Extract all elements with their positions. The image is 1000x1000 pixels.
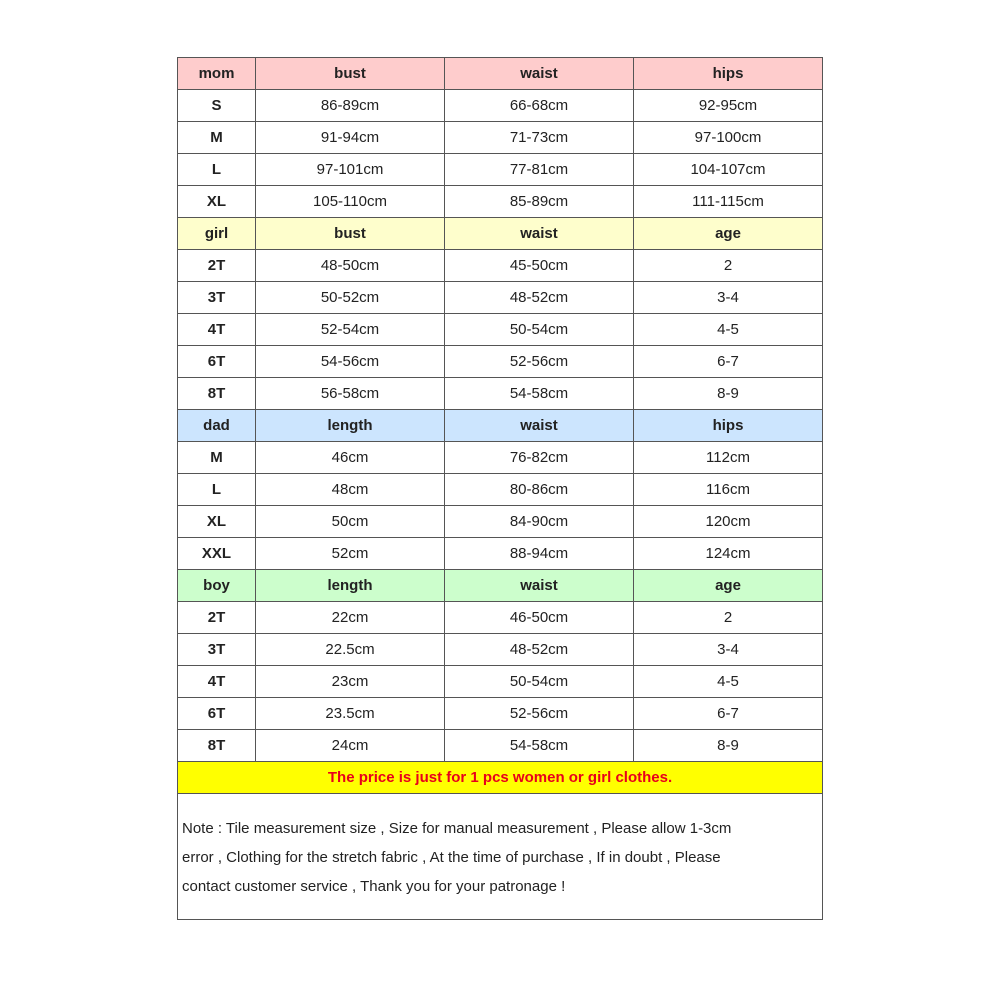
size-label-cell: M (178, 442, 256, 474)
measurement-cell: 54-56cm (256, 346, 445, 378)
size-label-cell: L (178, 474, 256, 506)
table-row (178, 538, 823, 570)
measurement-cell: 8-9 (634, 378, 823, 410)
measurement-cell: 52-56cm (445, 698, 634, 730)
measurement-cell: 104-107cm (634, 154, 823, 186)
girl-header-cell: bust (256, 218, 445, 250)
table-row (178, 698, 823, 730)
measurement-cell: 97-101cm (256, 154, 445, 186)
mom-header-cell: waist (445, 58, 634, 90)
measurement-cell: 4-5 (634, 314, 823, 346)
measurement-cell: 116cm (634, 474, 823, 506)
boy-header-cell: length (256, 570, 445, 602)
table-row (178, 122, 823, 154)
measurement-cell: 6-7 (634, 346, 823, 378)
measurement-cell: 54-58cm (445, 730, 634, 762)
size-label-cell: 3T (178, 282, 256, 314)
table-row (178, 90, 823, 122)
measurement-cell: 86-89cm (256, 90, 445, 122)
size-label-cell: 8T (178, 730, 256, 762)
table-row (178, 634, 823, 666)
measurement-cell: 50-52cm (256, 282, 445, 314)
table-row (178, 186, 823, 218)
note-line-3: contact customer service , Thank you for your patronage ! (182, 878, 566, 895)
measurement-cell: 88-94cm (445, 538, 634, 570)
measurement-cell: 77-81cm (445, 154, 634, 186)
measurement-cell: 22cm (256, 602, 445, 634)
table-row (178, 250, 823, 282)
measurement-cell: 2 (634, 602, 823, 634)
measurement-cell: 46-50cm (445, 602, 634, 634)
measurement-cell: 4-5 (634, 666, 823, 698)
size-label-cell: 6T (178, 698, 256, 730)
measurement-cell: 91-94cm (256, 122, 445, 154)
measurement-cell: 52-54cm (256, 314, 445, 346)
girl-header-row (178, 218, 823, 250)
size-label-cell: 3T (178, 634, 256, 666)
measurement-cell: 56-58cm (256, 378, 445, 410)
measurement-cell: 6-7 (634, 698, 823, 730)
table-row (178, 378, 823, 410)
size-label-cell: XL (178, 186, 256, 218)
measurement-cell: 23cm (256, 666, 445, 698)
measurement-cell: 46cm (256, 442, 445, 474)
note-row (178, 794, 823, 920)
girl-header-cell: waist (445, 218, 634, 250)
measurement-cell: 2 (634, 250, 823, 282)
boy-header-row (178, 570, 823, 602)
table-row (178, 730, 823, 762)
price-notice: The price is just for 1 pcs women or girl clothes. (178, 762, 823, 794)
dad-header-cell: dad (178, 410, 256, 442)
measurement-cell: 3-4 (634, 282, 823, 314)
measurement-cell: 48-52cm (445, 282, 634, 314)
measurement-cell: 124cm (634, 538, 823, 570)
size-label-cell: 4T (178, 666, 256, 698)
boy-header-cell: age (634, 570, 823, 602)
mom-header-cell: mom (178, 58, 256, 90)
measurement-cell: 50-54cm (445, 314, 634, 346)
table-row (178, 474, 823, 506)
boy-header-cell: waist (445, 570, 634, 602)
measurement-cell: 48cm (256, 474, 445, 506)
size-label-cell: 2T (178, 602, 256, 634)
size-label-cell: 8T (178, 378, 256, 410)
size-label-cell: XXL (178, 538, 256, 570)
table-row (178, 442, 823, 474)
table-row (178, 506, 823, 538)
size-label-cell: M (178, 122, 256, 154)
measurement-cell: 66-68cm (445, 90, 634, 122)
size-label-cell: 6T (178, 346, 256, 378)
measurement-cell: 71-73cm (445, 122, 634, 154)
size-chart-table (177, 57, 823, 920)
measurement-cell: 97-100cm (634, 122, 823, 154)
table-row (178, 346, 823, 378)
measurement-cell: 84-90cm (445, 506, 634, 538)
size-label-cell: 4T (178, 314, 256, 346)
table-row (178, 666, 823, 698)
size-label-cell: 2T (178, 250, 256, 282)
notice-row (178, 762, 823, 794)
measurement-cell: 22.5cm (256, 634, 445, 666)
note-line-2: error , Clothing for the stretch fabric , At the time of purchase , If in doubt , Please (182, 849, 721, 866)
girl-header-cell: girl (178, 218, 256, 250)
measurement-cell: 52-56cm (445, 346, 634, 378)
size-chart-body (178, 58, 823, 920)
mom-header-cell: bust (256, 58, 445, 90)
measurement-cell: 80-86cm (445, 474, 634, 506)
measurement-cell: 54-58cm (445, 378, 634, 410)
measurement-cell: 8-9 (634, 730, 823, 762)
measurement-cell: 3-4 (634, 634, 823, 666)
size-label-cell: L (178, 154, 256, 186)
dad-header-cell: hips (634, 410, 823, 442)
measurement-cell: 48-52cm (445, 634, 634, 666)
table-row (178, 314, 823, 346)
dad-header-cell: waist (445, 410, 634, 442)
measurement-cell: 76-82cm (445, 442, 634, 474)
table-row (178, 602, 823, 634)
measurement-cell: 48-50cm (256, 250, 445, 282)
measurement-cell: 50-54cm (445, 666, 634, 698)
dad-header-row (178, 410, 823, 442)
table-row (178, 154, 823, 186)
measurement-cell: 112cm (634, 442, 823, 474)
measurement-cell: 45-50cm (445, 250, 634, 282)
girl-header-cell: age (634, 218, 823, 250)
measurement-cell: 52cm (256, 538, 445, 570)
measurement-cell: 23.5cm (256, 698, 445, 730)
measurement-cell: 120cm (634, 506, 823, 538)
measurement-cell: 105-110cm (256, 186, 445, 218)
mom-header-row (178, 58, 823, 90)
measurement-cell: 50cm (256, 506, 445, 538)
measurement-cell: 92-95cm (634, 90, 823, 122)
table-row (178, 282, 823, 314)
measurement-cell: 85-89cm (445, 186, 634, 218)
mom-header-cell: hips (634, 58, 823, 90)
note-line-1: Note : Tile measurement size , Size for manual measurement , Please allow 1-3cm (182, 820, 732, 837)
boy-header-cell: boy (178, 570, 256, 602)
measurement-note (178, 794, 823, 920)
dad-header-cell: length (256, 410, 445, 442)
measurement-cell: 111-115cm (634, 186, 823, 218)
size-label-cell: S (178, 90, 256, 122)
size-label-cell: XL (178, 506, 256, 538)
measurement-cell: 24cm (256, 730, 445, 762)
